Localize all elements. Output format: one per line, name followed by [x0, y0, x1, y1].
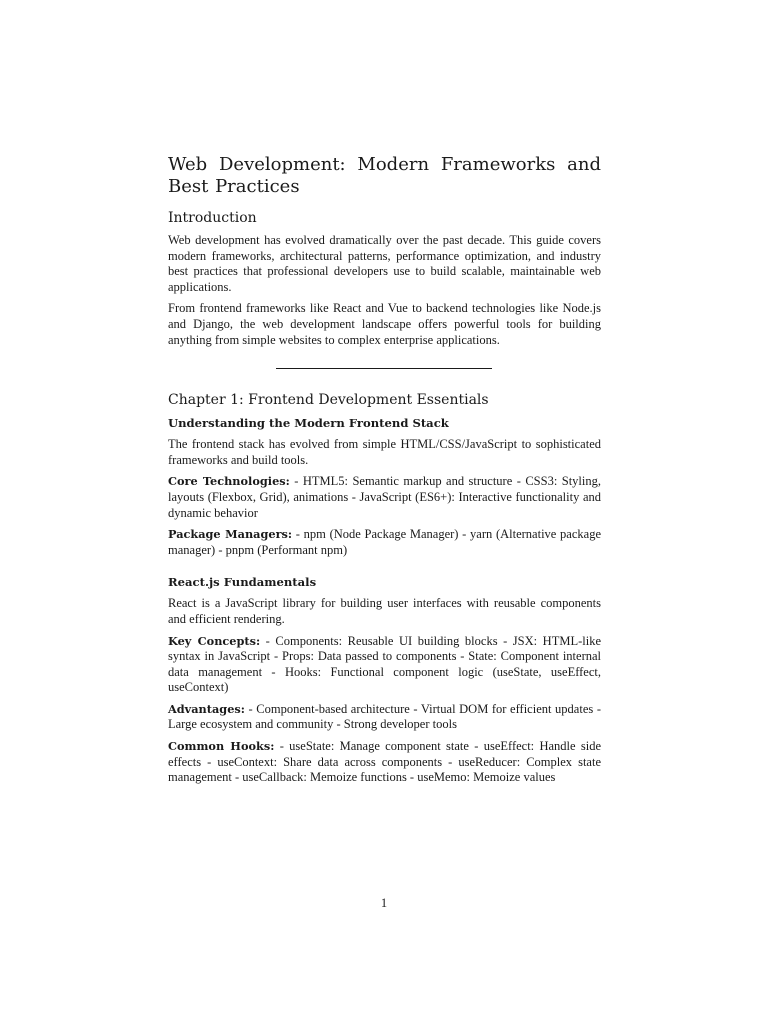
- common-hooks-paragraph: [168, 739, 601, 786]
- subsection-heading: Understanding the Modern Frontend Stack: [168, 416, 449, 431]
- stack-intro-paragraph: The frontend stack has evolved from simple HTML/CSS/JavaScript to sophisticated frameworks and build tools.: [168, 437, 601, 467]
- key-concepts-label: Key Concepts:: [168, 633, 261, 648]
- introduction-paragraph: Web development has evolved dramatically over the past decade. This guide covers modern frameworks, architectural patterns, performance optimization, and industry best practices that professional developers use to build scalable, maintainable web applications.: [168, 233, 601, 294]
- chapter-heading: Chapter 1: Frontend Development Essentials: [168, 392, 489, 409]
- core-technologies-paragraph: [168, 474, 601, 521]
- key-concepts-text: - Components: Reusable UI building blocks - JSX: HTML-like syntax in JavaScript - Props: Data passed to components - State: Component internal data management - Hooks: Functional component logic (useState, useEffect, useContext): [168, 633, 601, 695]
- subsection-spacer: [168, 564, 601, 574]
- advantages-paragraph: [168, 702, 601, 733]
- key-concepts-paragraph: [168, 634, 601, 696]
- introduction-paragraph: From frontend frameworks like React and Vue to backend technologies like Node.js and Django, the web development landscape offers powerful tools for building anything from simple websites to complex enterprise applications.: [168, 301, 601, 347]
- core-technologies-text: - HTML5: Semantic markup and structure - CSS3: Styling, layouts (Flexbox, Grid), animations - JavaScript (ES6+): Interactive functionality and dynamic behavior: [168, 474, 601, 520]
- subsection-heading: React.js Fundamentals: [168, 575, 317, 590]
- package-managers-paragraph: [168, 527, 601, 558]
- advantages-label: Advantages:: [168, 701, 245, 716]
- advantages-text: - Component-based architecture - Virtual DOM for efficient updates - Large ecosystem and community - Strong developer tools: [168, 701, 601, 732]
- core-technologies-label: Core Technologies:: [168, 474, 290, 489]
- section-divider: [276, 368, 492, 369]
- package-managers-label: Package Managers:: [168, 527, 293, 542]
- page-number: 1: [380, 896, 388, 910]
- introduction-heading: Introduction: [168, 210, 257, 226]
- react-intro-paragraph: React is a JavaScript library for building user interfaces with reusable components and efficient rendering.: [168, 596, 601, 626]
- package-managers-text: - npm (Node Package Manager) - yarn (Alternative package manager) - pnpm (Performant npm): [168, 527, 602, 557]
- document-title: Web Development: Modern Frameworks and Best Practices: [168, 154, 601, 197]
- common-hooks-text: - useState: Manage component state - useEffect: Handle side effects - useContext: Share data across components - useReducer: Complex state management - useCallback: Memoize functions - useMemo: Memoize values: [168, 739, 601, 785]
- common-hooks-label: Common Hooks:: [168, 739, 275, 754]
- document-page: [168, 154, 601, 792]
